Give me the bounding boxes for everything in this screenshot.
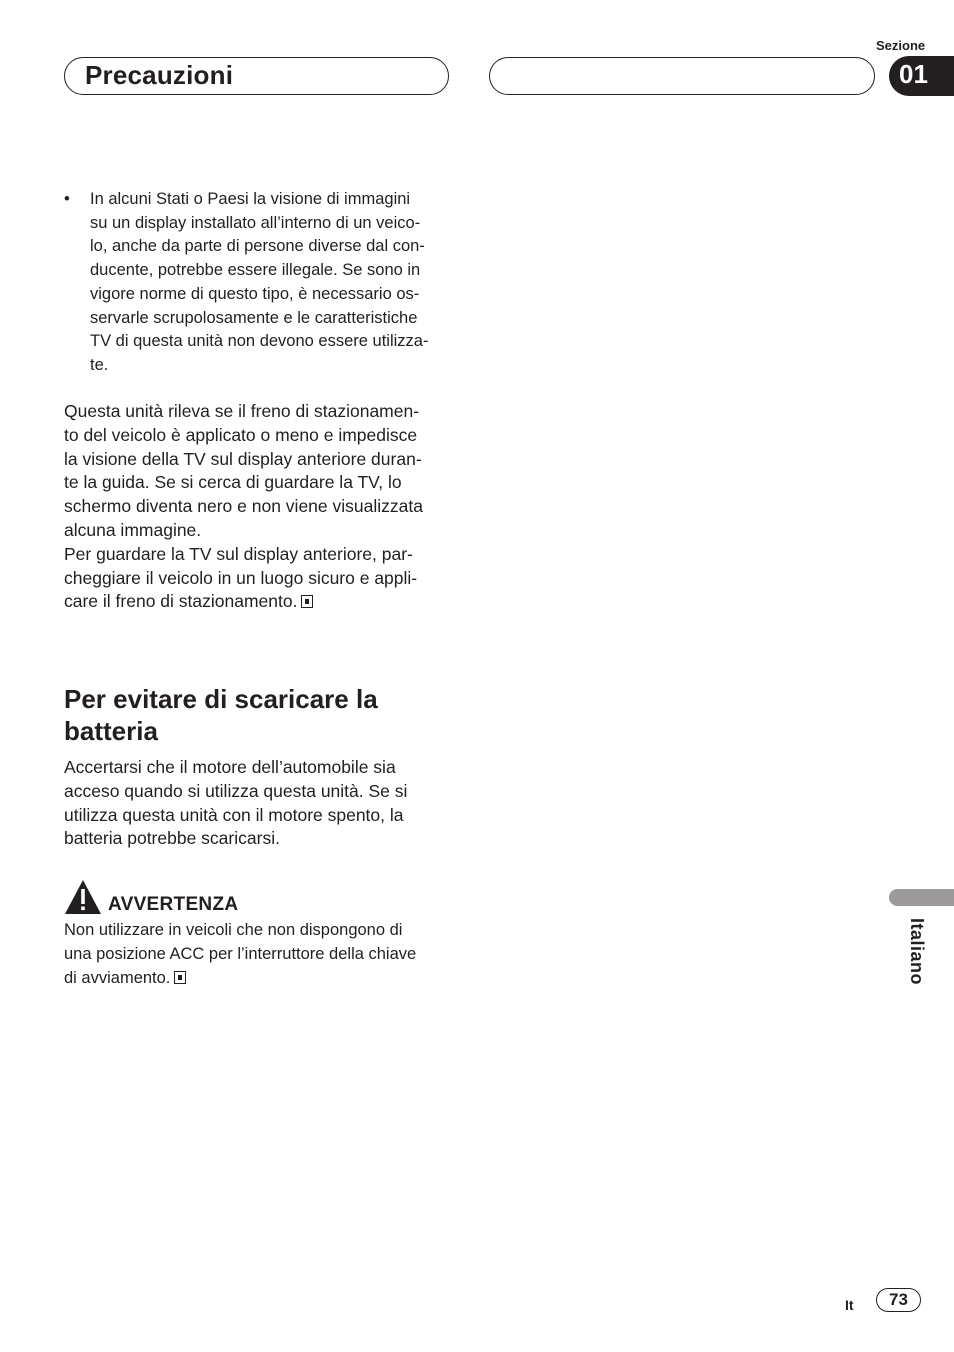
paragraph-line: acceso quando si utilizza questa unità. Se si <box>64 780 408 801</box>
heading-line: batteria <box>64 716 158 746</box>
bullet-text <box>90 188 454 378</box>
section-number: 01 <box>899 59 928 89</box>
warning-line: una posizione ACC per l’interruttore della chiave <box>64 945 417 963</box>
paragraph-line: schermo diventa nero e non viene visualizzata <box>64 496 423 517</box>
bullet-item <box>64 188 454 378</box>
bullet-line: ducente, potrebbe essere illegale. Se sono in <box>90 261 421 280</box>
bullet-line: te. <box>90 355 109 374</box>
language-tab <box>889 889 954 906</box>
section-tab <box>889 56 954 96</box>
paragraph-line: Questa unità rileva se il freno di stazionamen- <box>64 401 420 421</box>
paragraph-line: to del veicolo è applicato o meno e impedisce <box>64 424 418 445</box>
warning-text <box>64 918 454 990</box>
paragraph-line <box>64 590 454 614</box>
parking-brake-paragraph <box>64 400 454 614</box>
bullet-line: In alcuni Stati o Paesi la visione di immagini <box>90 190 411 208</box>
paragraph-line: alcuna immagine. <box>64 519 202 540</box>
heading-line: Per evitare di scaricare la <box>64 684 378 714</box>
warning-title: AVVERTENZA <box>108 894 239 915</box>
paragraph-line: batteria potrebbe scaricarsi. <box>64 828 280 849</box>
page-number: 73 <box>876 1288 921 1312</box>
paragraph-line: utilizza questa unità con il motore spento, la <box>64 804 404 825</box>
section-label: Sezione <box>876 38 926 53</box>
battery-paragraph <box>64 756 454 851</box>
paragraph-line: te la guida. Se si cerca di guardare la TV, lo <box>64 472 402 493</box>
warning-line <box>64 966 454 990</box>
end-mark-icon <box>301 595 313 608</box>
page-title: Precauzioni <box>85 60 234 90</box>
bullet-marker: • <box>64 190 70 208</box>
section-heading <box>64 683 454 747</box>
bullet-line: su un display installato all’interno di un veico- <box>90 213 421 232</box>
end-mark-icon <box>174 971 186 984</box>
paragraph-line-text: care il freno di stazionamento. <box>64 591 298 612</box>
bullet-line: vigore norme di questo tipo, è necessario os- <box>90 284 420 303</box>
bullet-line: TV di questa unità non devono essere utilizza- <box>90 332 429 351</box>
paragraph-line: la visione della TV sul display anteriore duran- <box>64 448 422 469</box>
warning-line-text: di avviamento. <box>64 969 171 987</box>
header-right-frame <box>489 57 875 95</box>
header-title-frame <box>64 57 449 95</box>
paragraph-line: cheggiare il veicolo in un luogo sicuro e appli- <box>64 567 418 588</box>
paragraph-line: Per guardare la TV sul display anteriore, par- <box>64 543 413 564</box>
bullet-line: lo, anche da parte di persone diverse dal con- <box>90 237 425 256</box>
language-label: Italiano <box>907 918 927 986</box>
bullet-line: servarle scrupolosamente e le caratteristiche <box>90 308 418 327</box>
warning-line: Non utilizzare in veicoli che non dispongono di <box>64 921 403 939</box>
language-code: It <box>845 1297 854 1313</box>
warning-icon <box>64 879 102 915</box>
paragraph-line: Accertarsi che il motore dell’automobile sia <box>64 757 396 777</box>
